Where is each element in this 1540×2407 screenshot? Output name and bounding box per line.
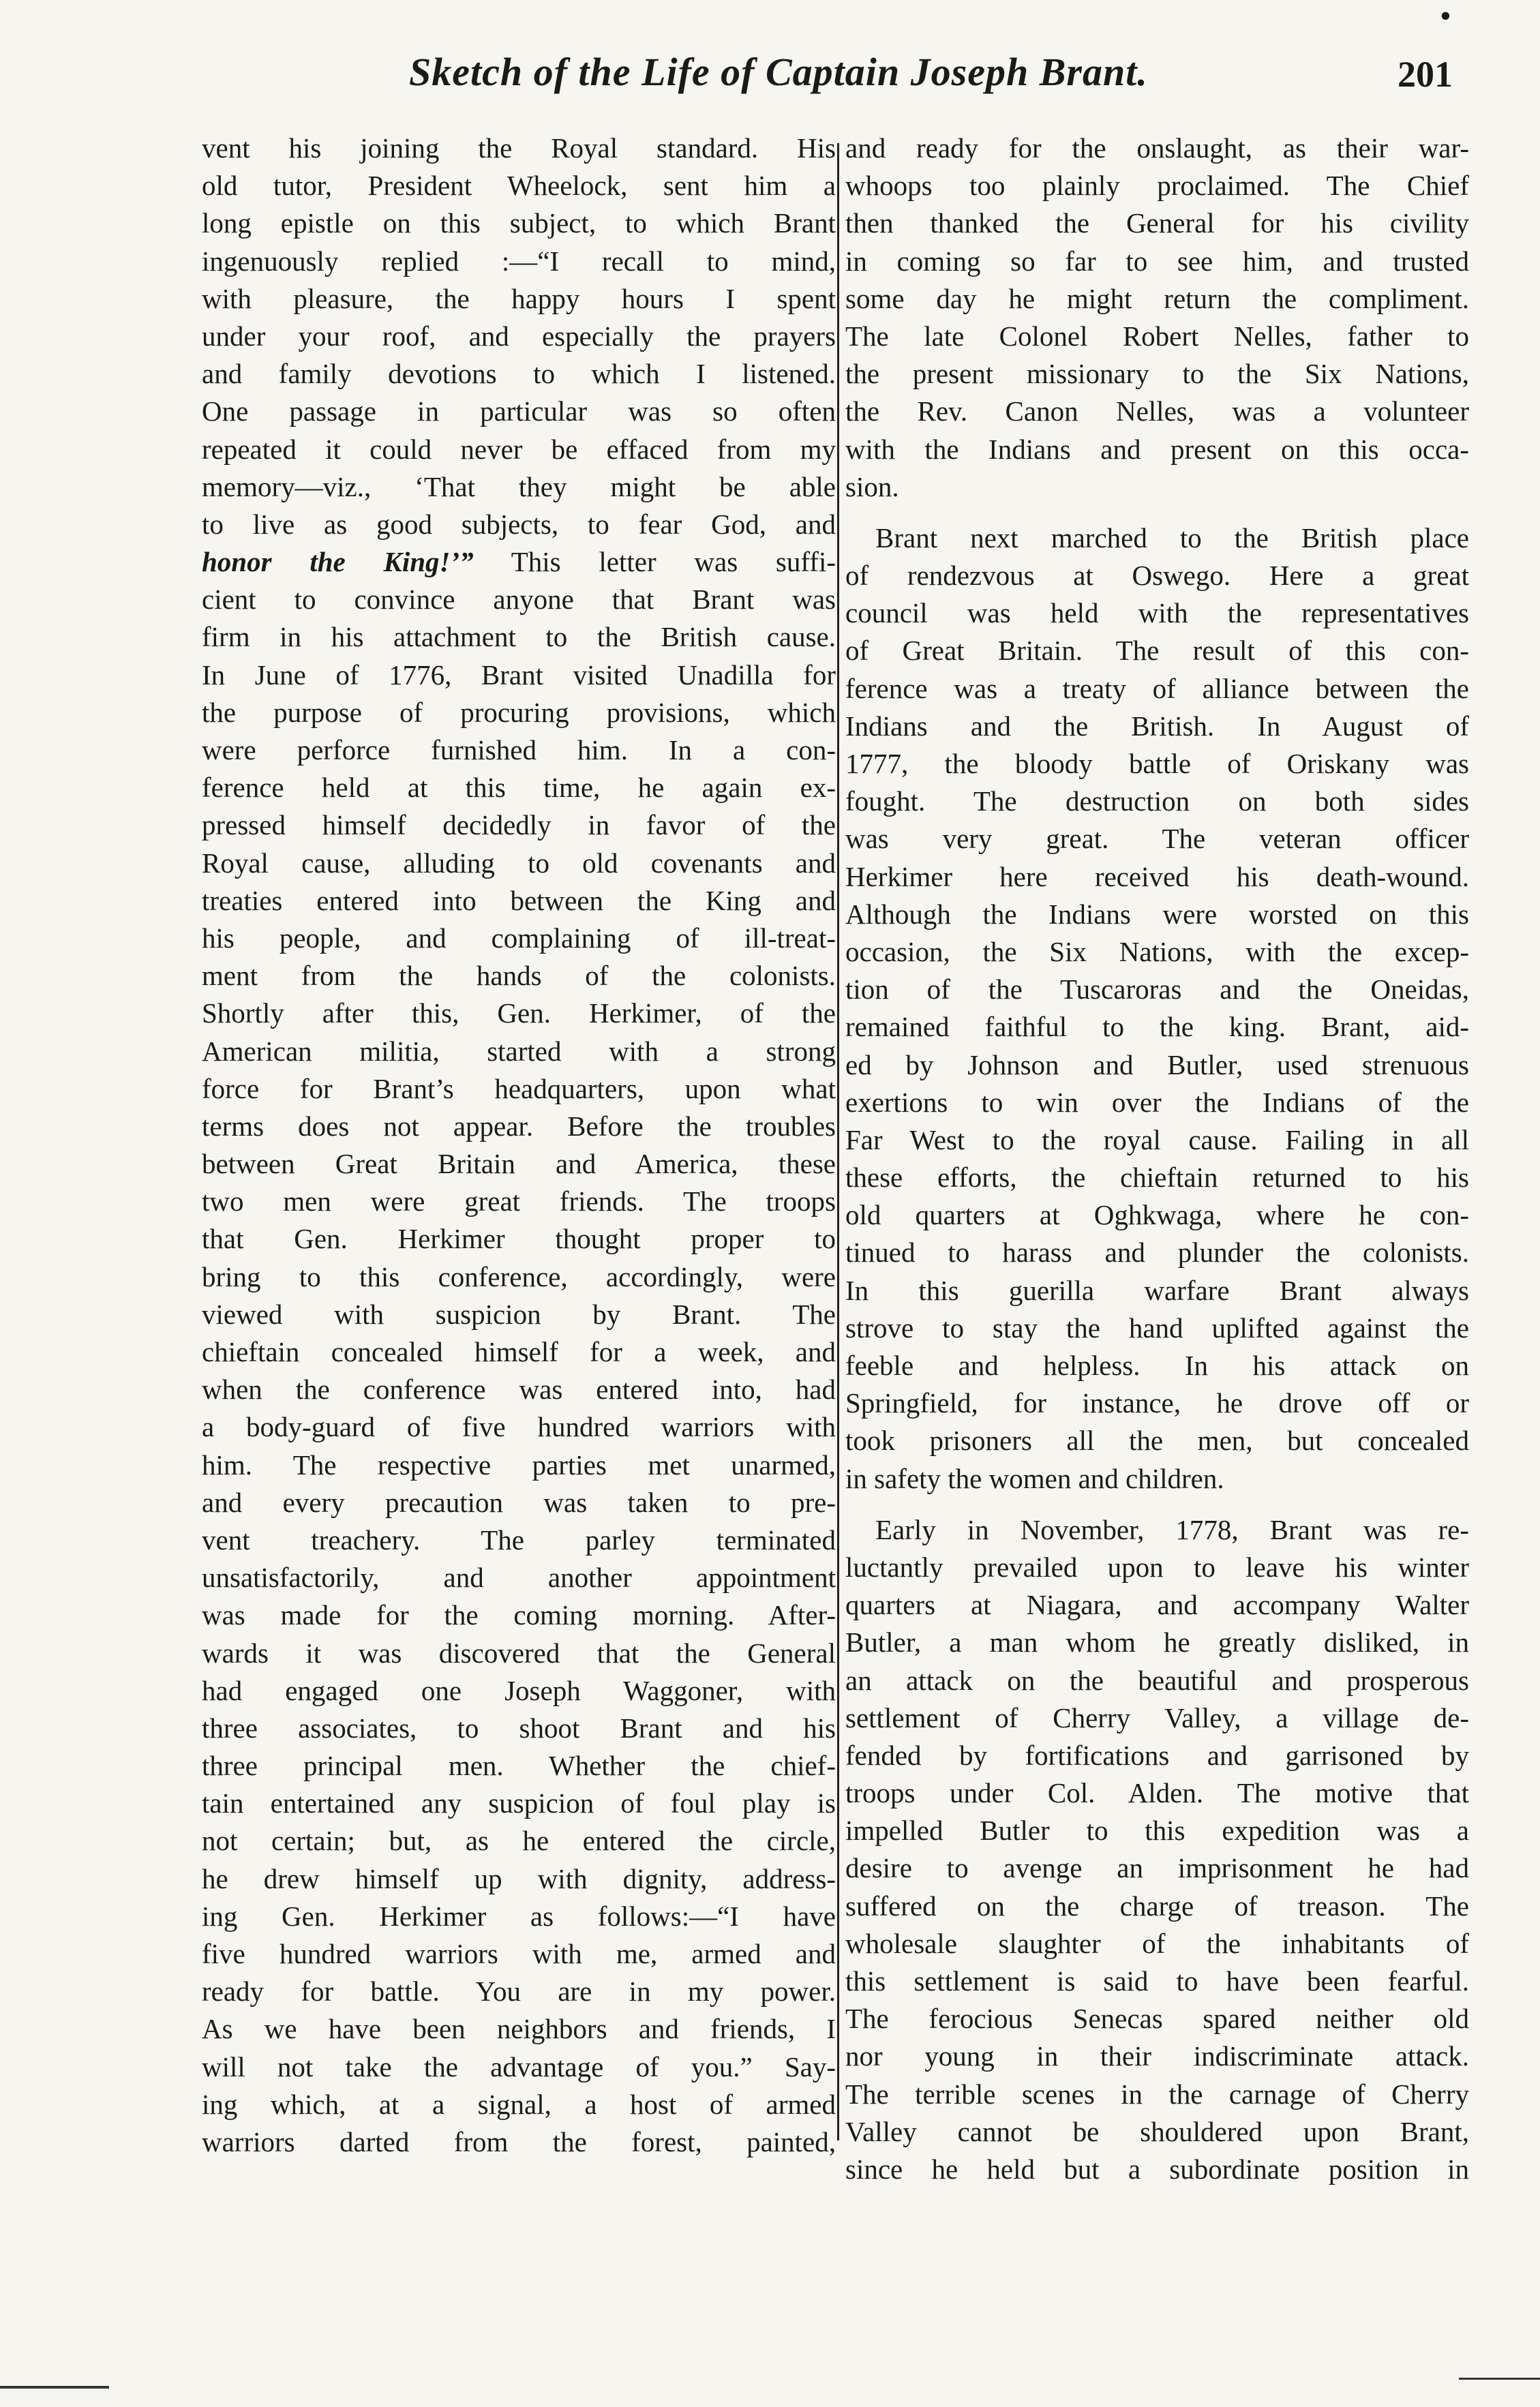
text-line: between Great Britain and America, these — [202, 1148, 836, 1180]
text-line: 1777, the bloody battle of Oriskany was — [845, 748, 1469, 779]
bottom-rule-left — [0, 2386, 109, 2389]
text-line: Butler, a man whom he greatly disliked, in — [845, 1626, 1469, 1659]
text-line: was very great. The veteran officer — [845, 823, 1469, 855]
text-line: when the conference was entered into, had — [202, 1374, 836, 1406]
text-line: to live as good subjects, to fear God, and — [202, 508, 836, 540]
text-line: Early in November, 1778, Brant was re- — [875, 1513, 1469, 1545]
text-line: Although the Indians were worsted on this — [845, 898, 1469, 930]
text-line: long epistle on this subject, to which Brant — [202, 207, 836, 239]
text-line: tinued to harass and plunder the colonists. — [845, 1237, 1469, 1269]
text-line: In June of 1776, Brant visited Unadilla for — [202, 658, 836, 691]
text-line: that Gen. Herkimer thought proper to — [202, 1223, 836, 1255]
text-line: since he held but a subordinate position in — [845, 2153, 1469, 2185]
text-line: desire to avenge an imprisonment he had — [845, 1852, 1469, 1884]
text-line: strove to stay the hand uplifted against the — [845, 1312, 1469, 1344]
text-line: sion. — [845, 470, 899, 502]
text-line: his people, and complaining of ill-treat- — [202, 922, 836, 954]
text-line: American militia, started with a strong — [202, 1035, 836, 1067]
text-line: the purpose of procuring provisions, which — [202, 696, 836, 728]
column-divider — [837, 143, 839, 2140]
text-line: ment from the hands of the colonists. — [202, 960, 836, 992]
text-line: pressed himself decidedly in favor of the — [202, 809, 836, 841]
text-line: suffered on the charge of treason. The — [845, 1890, 1469, 1922]
corner-ink-mark: • — [1440, 0, 1451, 34]
text-line: these efforts, the chieftain returned to his — [845, 1162, 1469, 1194]
text-line: tion of the Tuscaroras and the Oneidas, — [845, 973, 1469, 1005]
text-line: The ferocious Senecas spared neither old — [845, 2003, 1469, 2035]
text-line: luctantly prevailed upon to leave his winter — [845, 1551, 1469, 1583]
text-line: feeble and helpless. In his attack on — [845, 1350, 1469, 1381]
text-line: Springfield, for instance, he drove off or — [845, 1387, 1469, 1419]
text-line: remained faithful to the king. Brant, aid- — [845, 1011, 1469, 1043]
text-line: this settlement is said to have been fearful. — [845, 1965, 1469, 1997]
text-line: The late Colonel Robert Nelles, father to — [845, 320, 1469, 352]
text-line: and ready for the onslaught, as their war- — [845, 132, 1469, 164]
text-line: In this guerilla warfare Brant always — [845, 1274, 1469, 1306]
text-line: under your roof, and especially the prayers — [202, 320, 836, 352]
text-line: warriors darted from the forest, painted, — [202, 2125, 836, 2158]
paragraph-gap — [845, 506, 1469, 519]
text-line: will not take the advantage of you.” Say- — [202, 2050, 836, 2083]
text-line: ference held at this time, he again ex- — [202, 772, 836, 804]
text-line: and family devotions to which I listened. — [202, 358, 836, 390]
right-column — [845, 130, 1469, 2188]
text-line: of Great Britain. The result of this con- — [845, 635, 1469, 667]
text-line: occasion, the Six Nations, with the excep- — [845, 935, 1469, 967]
text-line: fought. The destruction on both sides — [845, 785, 1469, 817]
left-column — [202, 130, 836, 2161]
text-line: then thanked the General for his civility — [845, 207, 1469, 239]
text-line: wholesale slaughter of the inhabitants of — [845, 1927, 1469, 1959]
text-line: nor young in their indiscriminate attack. — [845, 2040, 1469, 2072]
text-line: ference was a treaty of alliance between the — [845, 672, 1469, 704]
text-line: wards it was discovered that the General — [202, 1637, 836, 1669]
text-line: impelled Butler to this expedition was a — [845, 1815, 1469, 1847]
text-line: memory—viz., ‘That they might be able — [202, 470, 836, 502]
text-line: troops under Col. Alden. The motive that — [845, 1777, 1469, 1809]
text-line: honor the King!’” This letter was suffi- — [202, 546, 836, 578]
text-line: ready for battle. You are in my power. — [202, 1975, 836, 2008]
text-line: Valley cannot be shouldered upon Brant, — [845, 2115, 1469, 2147]
text-line: viewed with suspicion by Brant. The — [202, 1298, 836, 1330]
text-line: whoops too plainly proclaimed. The Chief — [845, 170, 1469, 202]
text-line: quarters at Niagara, and accompany Walter — [845, 1589, 1469, 1621]
text-line: terms does not appear. Before the troubles — [202, 1110, 836, 1142]
text-line: three associates, to shoot Brant and his — [202, 1712, 836, 1744]
text-line: firm in his attachment to the British cause. — [202, 621, 836, 653]
text-line: As we have been neighbors and friends, I — [202, 2013, 836, 2045]
bottom-rule-right — [1459, 2378, 1540, 2380]
text-line: the present missionary to the Six Nations, — [845, 358, 1469, 390]
text-line: exertions to win over the Indians of the — [845, 1086, 1469, 1118]
text-line: ingenuously replied :—“I recall to mind, — [202, 245, 836, 277]
text-line: Shortly after this, Gen. Herkimer, of the — [202, 997, 836, 1029]
text-line: had engaged one Joseph Waggoner, with — [202, 1674, 836, 1706]
text-line: ing which, at a signal, a host of armed — [202, 2088, 836, 2120]
page-number: 201 — [1398, 54, 1453, 95]
text-line: Indians and the British. In August of — [845, 710, 1469, 742]
text-line: ed by Johnson and Butler, used strenuous — [845, 1048, 1469, 1080]
text-line: an attack on the beautiful and prosperous — [845, 1664, 1469, 1696]
text-line: vent his joining the Royal standard. His — [202, 132, 836, 164]
text-line: One passage in particular was so often — [202, 395, 836, 427]
text-line: repeated it could never be effaced from my — [202, 433, 836, 465]
text-line: ing Gen. Herkimer as follows:—“I have — [202, 1900, 836, 1932]
text-line: some day he might return the compliment. — [845, 282, 1469, 314]
text-line: and every precaution was taken to pre- — [202, 1486, 836, 1518]
text-line: the Rev. Canon Nelles, was a volunteer — [845, 395, 1469, 427]
text-line: Brant next marched to the British place — [875, 521, 1469, 554]
text-line: force for Brant’s headquarters, upon what — [202, 1072, 836, 1104]
text-line: Royal cause, alluding to old covenants and — [202, 847, 836, 879]
text-line: took prisoners all the men, but concealed — [845, 1425, 1469, 1457]
text-line: he drew himself up with dignity, address- — [202, 1862, 836, 1894]
text-line: not certain; but, as he entered the circle, — [202, 1825, 836, 1857]
text-line: Far West to the royal cause. Failing in all — [845, 1123, 1469, 1155]
text-line: bring to this conference, accordingly, were — [202, 1260, 836, 1292]
text-line: in safety the women and children. — [845, 1462, 1224, 1494]
text-line: tain entertained any suspicion of foul play is — [202, 1787, 836, 1819]
text-line: in coming so far to see him, and trusted — [845, 245, 1469, 277]
text-line: Herkimer here received his death-wound. — [845, 860, 1469, 892]
text-line: two men were great friends. The troops — [202, 1185, 836, 1217]
text-line: council was held with the representatives — [845, 597, 1469, 629]
text-line: of rendezvous at Oswego. Here a great — [845, 560, 1469, 592]
text-line: five hundred warriors with me, armed and — [202, 1938, 836, 1969]
text-line: a body-guard of five hundred warriors with — [202, 1411, 836, 1443]
text-line: fended by fortifications and garrisoned by — [845, 1739, 1469, 1771]
running-title: Sketch of the Life of Captain Joseph Brant. — [409, 50, 1148, 94]
text-line: vent treachery. The parley terminated — [202, 1524, 836, 1556]
text-line: with the Indians and present on this occa- — [845, 433, 1469, 465]
text-line: old tutor, President Wheelock, sent him a — [202, 170, 836, 202]
text-line: settlement of Cherry Valley, a village de- — [845, 1701, 1469, 1734]
text-line: with pleasure, the happy hours I spent — [202, 282, 836, 314]
text-line: chieftain concealed himself for a week, and — [202, 1336, 836, 1367]
text-line: treaties entered into between the King and — [202, 884, 836, 916]
text-line: The terrible scenes in the carnage of Cherry — [845, 2078, 1469, 2110]
text-line: three principal men. Whether the chief- — [202, 1750, 836, 1782]
paragraph-gap — [845, 1498, 1469, 1511]
text-line: cient to convince anyone that Brant was — [202, 584, 836, 616]
italic-phrase: honor the King!’” — [202, 546, 474, 578]
text-line: old quarters at Oghkwaga, where he con- — [845, 1199, 1469, 1231]
text-line: him. The respective parties met unarmed, — [202, 1449, 836, 1481]
text-line: was made for the coming morning. After- — [202, 1599, 836, 1631]
text-line: were perforce furnished him. In a con- — [202, 734, 836, 766]
text-line: unsatisfactorily, and another appointment — [202, 1562, 836, 1594]
